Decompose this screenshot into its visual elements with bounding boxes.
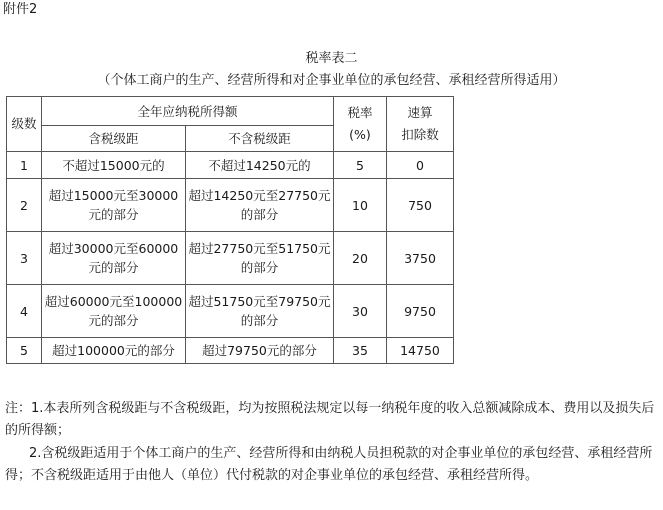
row-without-tax: 超过79750元的部分 <box>186 338 334 364</box>
row-level: 1 <box>7 152 42 179</box>
header-with-tax: 含税级距 <box>42 126 186 152</box>
table-row <box>7 232 454 285</box>
header-quick-deduction <box>387 97 454 152</box>
row-rate: 5 <box>334 152 387 179</box>
row-rate: 35 <box>334 338 387 364</box>
row-rate: 10 <box>334 179 387 232</box>
header-quick-deduction-line1: 速算 <box>407 105 433 120</box>
row-rate: 30 <box>334 285 387 338</box>
table-row <box>7 338 454 364</box>
page-subtitle: （个体工商户的生产、经营所得和对企事业单位的承包经营、承租经营所得适用） <box>97 73 566 88</box>
row-without-tax: 不超过14250元的 <box>186 152 334 179</box>
header-level: 级数 <box>7 97 42 152</box>
row-level: 2 <box>7 179 42 232</box>
row-with-tax: 超过60000元至100000元的部分 <box>42 285 186 338</box>
note-2: 2.含税级距适用于个体工商户的生产、经营所得和由纳税人员担税款的对企事业单位的承包经营、承租经营所得；不含税级距适用于由他人（单位）代付税款的对企事业单位的承包经营、承租经营所得。 <box>5 446 653 483</box>
row-deduction: 3750 <box>387 232 454 285</box>
row-with-tax: 超过100000元的部分 <box>42 338 186 364</box>
row-level: 3 <box>7 232 42 285</box>
row-without-tax: 超过14250元至27750元的部分 <box>186 179 334 232</box>
header-quick-deduction-line2: 扣除数 <box>401 127 439 142</box>
table-row <box>7 179 454 232</box>
note-1: 注：1.本表所列含税级距与不含税级距，均为按照税法规定以每一纳税年度的收入总额减除成本、费用以及损失后的所得额； <box>5 401 655 438</box>
header-without-tax: 不含税级距 <box>186 126 334 152</box>
row-deduction: 9750 <box>387 285 454 338</box>
header-tax-rate <box>334 97 387 152</box>
row-deduction: 14750 <box>387 338 454 364</box>
row-rate: 20 <box>334 232 387 285</box>
row-level: 5 <box>7 338 42 364</box>
tax-rate-table <box>6 96 454 364</box>
row-without-tax: 超过51750元至79750元的部分 <box>186 285 334 338</box>
table-row <box>7 152 454 179</box>
row-deduction: 0 <box>387 152 454 179</box>
page-title: 税率表二 <box>305 51 358 66</box>
row-with-tax: 超过15000元至30000元的部分 <box>42 179 186 232</box>
row-deduction: 750 <box>387 179 454 232</box>
row-level: 4 <box>7 285 42 338</box>
row-with-tax: 超过30000元至60000元的部分 <box>42 232 186 285</box>
attachment-label: 附件2 <box>3 2 38 17</box>
notes-section <box>5 398 655 487</box>
header-tax-rate-line2: (%) <box>349 127 371 142</box>
table-row <box>7 285 454 338</box>
header-annual-income: 全年应纳税所得额 <box>42 97 334 126</box>
header-tax-rate-line1: 税率 <box>347 105 373 120</box>
row-with-tax: 不超过15000元的 <box>42 152 186 179</box>
row-without-tax: 超过27750元至51750元的部分 <box>186 232 334 285</box>
